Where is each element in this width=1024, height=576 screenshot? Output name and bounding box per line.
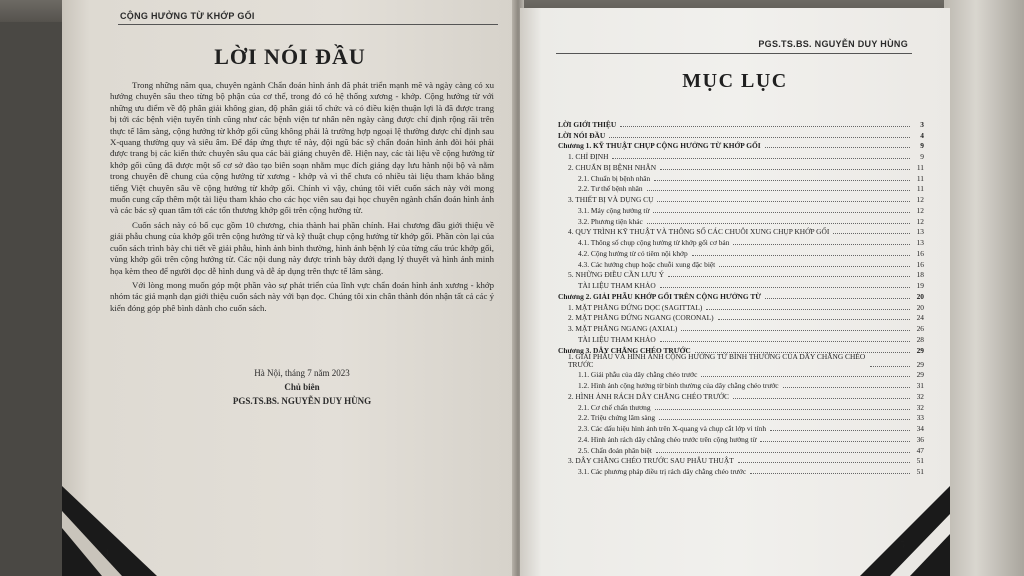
toc-entry-label: 3.1. Các phương pháp điều trị rách dây chằng chéo trước xyxy=(578,467,747,476)
toc-entry-label: 4. QUY TRÌNH KỸ THUẬT VÀ THÔNG SỐ CÁC CHUỖI XUNG CHỤP KHỚP GỐI xyxy=(568,227,830,237)
toc-leader-dots xyxy=(765,147,910,148)
toc-entry-page: 11 xyxy=(916,162,924,172)
preface-paragraph-2: Cuốn sách này có bố cục gồm 10 chương, chia thành hai phần chính. Hai chương đầu giới thiệu về giải phẫu chung của khớp gối trên cộng hưởng từ và kỹ thuật chụp cộng hưởng từ khớp gối. Phần còn lại của cuốn sách trình bày chi tiết về giải phẫu, hình ảnh bình thường, hình ảnh bệnh lý của từng cấu trúc khớp gối, vùng khớp gối trên cộng hưởng từ. Các nội dung này được trình bày dưới dạng lý thuyết và hình ảnh minh họa kèm theo để người đọc dễ hình dung và dễ áp dụng trên thực tế lâm sàng. xyxy=(110,219,494,276)
toc-entry-label: 2.2. Tư thế bệnh nhân xyxy=(578,184,643,194)
toc-entry-page: 13 xyxy=(916,227,924,237)
left-running-head: CỘNG HƯỞNG TỪ KHỚP GỐI xyxy=(120,11,255,21)
toc-leader-dots xyxy=(647,223,910,224)
toc-entry xyxy=(558,369,924,380)
right-running-head: PGS.TS.BS. NGUYỄN DUY HÙNG xyxy=(758,39,908,49)
toc-entry-page: 16 xyxy=(916,259,924,269)
left-header-rule xyxy=(118,24,498,25)
left-corner-decoration xyxy=(62,456,182,576)
toc-entry xyxy=(558,193,924,204)
toc-entry-page: 32 xyxy=(916,391,924,401)
toc-entry-page: 20 xyxy=(916,291,924,301)
toc-entry-page: 32 xyxy=(916,402,924,412)
toc-entry-page: 11 xyxy=(916,184,924,194)
toc-entry xyxy=(558,129,924,140)
toc-entry xyxy=(558,140,924,151)
preface-date: Hà Nội, tháng 7 năm 2023 xyxy=(254,368,350,378)
toc-entry-label: 4.2. Cộng hưởng từ có tiêm nội khớp xyxy=(578,248,688,258)
toc-leader-dots xyxy=(655,409,910,410)
desk-edge xyxy=(944,0,1024,576)
toc-leader-dots xyxy=(659,419,910,420)
toc-entry-label: Chương 1. KỸ THUẬT CHỤP CỘNG HƯỞNG TỪ KHỚP GỐI xyxy=(558,141,761,151)
toc-entry xyxy=(558,183,924,194)
toc-entry-label: 2.3. Các dấu hiệu hình ảnh trên X-quang và chụp cắt lớp vi tính xyxy=(578,424,767,433)
toc-entry-page: 34 xyxy=(916,424,924,433)
toc-entry xyxy=(558,172,924,183)
toc-entry-page: 24 xyxy=(916,313,924,323)
preface-paragraph-3: Với lòng mong muốn góp một phần vào sự phát triển của lĩnh vực chẩn đoán hình ảnh xương - khớp nhóm tác giả mạnh dạn giới thiệu cuốn sách này với bạn đọc. Chúng tôi xin chân thành đón nhận tất cả các ý kiến đóng góp phê bình dành cho cuốn sách. xyxy=(110,279,494,313)
toc-leader-dots xyxy=(692,255,910,256)
table-of-contents xyxy=(558,118,924,476)
toc-entry-label: 5. NHỮNG ĐIỀU CẦN LƯU Ý xyxy=(568,270,665,280)
right-page-number: 5 xyxy=(900,540,905,551)
toc-entry-label: TÀI LIỆU THAM KHẢO xyxy=(578,281,656,290)
toc-leader-dots xyxy=(765,298,910,299)
toc-entry-page: 31 xyxy=(916,381,924,390)
toc-leader-dots xyxy=(654,180,910,181)
toc-leader-dots xyxy=(656,452,910,453)
toc-leader-dots xyxy=(733,398,910,399)
toc-entry xyxy=(558,269,924,280)
toc-entry-label: 1.1. Giải phẫu của dây chằng chéo trước xyxy=(578,370,698,380)
toc-entry-label: 4.1. Thông số chụp cộng hưởng từ khớp gối cơ bản xyxy=(578,238,730,247)
toc-entry xyxy=(558,422,924,433)
toc-entry-label: 2. HÌNH ẢNH RÁCH DÂY CHẰNG CHÉO TRƯỚC xyxy=(568,391,729,401)
toc-title: MỤC LỤC xyxy=(682,70,788,92)
toc-entry-label: 1. MẶT PHẲNG ĐỨNG DỌC (SAGITTAL) xyxy=(568,302,703,312)
right-header-rule xyxy=(556,53,912,54)
toc-entry xyxy=(558,279,924,290)
toc-entry-label: LỜI GIỚI THIỆU xyxy=(558,119,617,129)
toc-entry xyxy=(558,412,924,423)
toc-entry xyxy=(558,150,924,161)
toc-entry xyxy=(558,161,924,172)
toc-leader-dots xyxy=(719,266,910,267)
toc-leader-dots xyxy=(870,366,910,367)
toc-leader-dots xyxy=(660,287,910,288)
toc-entry xyxy=(558,390,924,401)
toc-entry-label: 3.1. Máy cộng hưởng từ xyxy=(578,205,650,215)
toc-entry xyxy=(558,333,924,344)
toc-leader-dots xyxy=(833,233,910,234)
toc-entry-page: 12 xyxy=(916,195,924,204)
toc-entry xyxy=(558,312,924,323)
toc-entry-label: 2.5. Chẩn đoán phân biệt xyxy=(578,445,652,455)
toc-entry-label: 1. CHỈ ĐỊNH xyxy=(568,152,609,161)
toc-entry-page: 4 xyxy=(920,130,924,140)
toc-entry-label: Chương 2. GIẢI PHẪU KHỚP GỐI TRÊN CỘNG HƯỞNG TỪ xyxy=(558,291,762,301)
toc-entry-page: 13 xyxy=(916,238,924,247)
toc-entry-page: 9 xyxy=(920,141,924,151)
toc-entry-page: 19 xyxy=(916,281,924,290)
toc-entry xyxy=(558,455,924,466)
toc-leader-dots xyxy=(653,212,910,213)
toc-leader-dots xyxy=(620,126,910,127)
toc-entry-page: 51 xyxy=(916,456,924,466)
toc-entry-page: 18 xyxy=(916,270,924,280)
toc-entry-page: 29 xyxy=(916,359,924,369)
toc-entry-label: 1. GIẢI PHẪU VÀ HÌNH ẢNH CỘNG HƯỞNG TỪ BÌNH THƯỜNG CỦA DÂY CHẰNG CHÉO TRƯỚC xyxy=(568,352,866,369)
left-page xyxy=(62,0,518,576)
toc-entry xyxy=(558,258,924,269)
toc-leader-dots xyxy=(733,244,910,245)
toc-entry-page: 36 xyxy=(916,434,924,444)
toc-leader-dots xyxy=(668,276,910,277)
toc-leader-dots xyxy=(647,190,910,191)
toc-entry xyxy=(558,301,924,312)
editor-name: PGS.TS.BS. NGUYỄN DUY HÙNG xyxy=(232,396,372,406)
toc-entry-label: 2. MẶT PHẲNG ĐỨNG NGANG (CORONAL) xyxy=(568,313,714,323)
toc-leader-dots xyxy=(760,441,910,442)
toc-entry-page: 29 xyxy=(916,370,924,380)
toc-entry-page: 29 xyxy=(916,345,924,355)
toc-entry-label: 1.2. Hình ảnh cộng hưởng từ bình thường của dây chằng chéo trước xyxy=(578,381,779,390)
toc-leader-dots xyxy=(783,387,910,388)
toc-entry-page: 28 xyxy=(916,334,924,344)
toc-entry-label: 4.3. Các hướng chụp hoặc chuỗi xung đặc biệt xyxy=(578,259,716,269)
toc-entry-label: TÀI LIỆU THAM KHẢO xyxy=(578,334,656,344)
toc-entry-page: 33 xyxy=(916,413,924,423)
toc-leader-dots xyxy=(681,330,910,331)
toc-entry xyxy=(558,379,924,390)
toc-entry-label: 3. MẶT PHẲNG NGANG (AXIAL) xyxy=(568,324,678,333)
toc-entry-label: LỜI NÓI ĐẦU xyxy=(558,130,606,140)
toc-leader-dots xyxy=(612,158,910,159)
toc-leader-dots xyxy=(738,462,910,463)
toc-entry xyxy=(558,322,924,333)
toc-entry-page: 9 xyxy=(920,152,924,161)
toc-entry-page: 12 xyxy=(916,205,924,215)
toc-entry-label: 2. CHUẨN BỊ BỆNH NHÂN xyxy=(568,162,657,172)
toc-entry xyxy=(558,433,924,444)
toc-leader-dots xyxy=(718,319,910,320)
toc-entry-page: 12 xyxy=(916,216,924,226)
toc-entry xyxy=(558,226,924,237)
toc-entry-label: 2.1. Cơ chế chấn thương xyxy=(578,402,651,412)
toc-leader-dots xyxy=(770,430,910,431)
preface-body xyxy=(110,80,494,317)
left-page-number: 4 xyxy=(104,548,109,559)
toc-entry xyxy=(558,118,924,129)
toc-entry-page: 3 xyxy=(920,119,924,129)
toc-entry xyxy=(558,204,924,215)
toc-entry xyxy=(558,444,924,455)
toc-entry-page: 47 xyxy=(916,445,924,455)
toc-entry-label: 3. DÂY CHẰNG CHÉO TRƯỚC SAU PHẪU THUẬT xyxy=(568,456,734,466)
toc-entry-label: 3. THIẾT BỊ VÀ DỤNG CỤ xyxy=(568,195,654,204)
preface-paragraph-1: Trong những năm qua, chuyên ngành Chẩn đoán hình ảnh đã phát triển mạnh mẽ và ngày càng có xu hướng chuyên sâu theo từng bộ phận của cơ thể, trong đó có hệ thống xương - khớp. Cộng hưởng từ với những ưu điểm về độ phân giải không gian, độ phân giải tổ chức và có điều kiện thuận lợi là đã được trang bị tới các bệnh viện tuyến tỉnh cũng như các bệnh viện tư nhân nên ngày càng được chỉ định rộng rãi trên thực tế lâm sàng, cộng hưởng từ khớp gối cũng không phải là trường hợp ngoại lệ thường được chỉ định sau X-quang thường quy và siêu âm. Để đáp ứng thực tế này, đội ngũ bác sỹ chẩn đoán hình ảnh đòi hỏi phải được trang bị các kiến thức chuyên sâu qua các bài giảng chuyên đề. Hiện nay, các tài liệu về cộng hưởng từ khớp gối cũng đã được một số cơ sở đào tạo biên soạn nhằm mục đích giảng dạy lưu hành nội bộ và nằm trong chuyên đề chung của cộng hưởng từ xương - khớp và vì thế chưa có nhiều tài liệu tham khảo bằng tiếng Việt chuyên sâu về cộng hưởng từ khớp gối. Chính vì vậy, chúng tôi viết cuốn sách này với mong muốn cung cấp thêm một tài liệu tham khảo cho các học viên sau đại học chuyên ngành chẩn đoán hình ảnh và các bác sỹ quan tâm tới các tổn thương khớp gối trên cộng hưởng từ. xyxy=(110,80,494,216)
toc-leader-dots xyxy=(609,137,910,138)
toc-leader-dots xyxy=(706,309,910,310)
toc-entry-page: 51 xyxy=(916,467,924,476)
toc-entry-page: 11 xyxy=(916,173,924,183)
toc-entry xyxy=(558,401,924,412)
right-page xyxy=(520,8,950,576)
toc-entry-page: 16 xyxy=(916,248,924,258)
toc-entry-label: 2.2. Triệu chứng lâm sàng xyxy=(578,413,656,423)
toc-entry xyxy=(558,247,924,258)
toc-entry-label: 3.2. Phương tiện khác xyxy=(578,216,643,226)
toc-entry-page: 20 xyxy=(916,302,924,312)
toc-entry xyxy=(558,215,924,226)
editor-label: Chủ biên xyxy=(284,382,320,392)
toc-entry-label: 2.1. Chuẩn bị bệnh nhân xyxy=(578,173,651,183)
toc-leader-dots xyxy=(657,201,910,202)
toc-entry-page: 26 xyxy=(916,324,924,333)
right-corner-decoration xyxy=(840,466,950,576)
toc-leader-dots xyxy=(701,376,910,377)
toc-entry-label: Chương 3. DÂY CHẰNG CHÉO TRƯỚC xyxy=(558,345,691,355)
toc-leader-dots xyxy=(660,341,910,342)
toc-leader-dots xyxy=(660,169,910,170)
toc-entry xyxy=(558,352,924,369)
toc-entry xyxy=(558,236,924,247)
preface-title: LỜI NÓI ĐẦU xyxy=(214,44,366,69)
toc-entry-label: 2.4. Hình ảnh rách dây chằng chéo trước trên cộng hưởng từ xyxy=(578,434,757,444)
toc-entry xyxy=(558,290,924,301)
